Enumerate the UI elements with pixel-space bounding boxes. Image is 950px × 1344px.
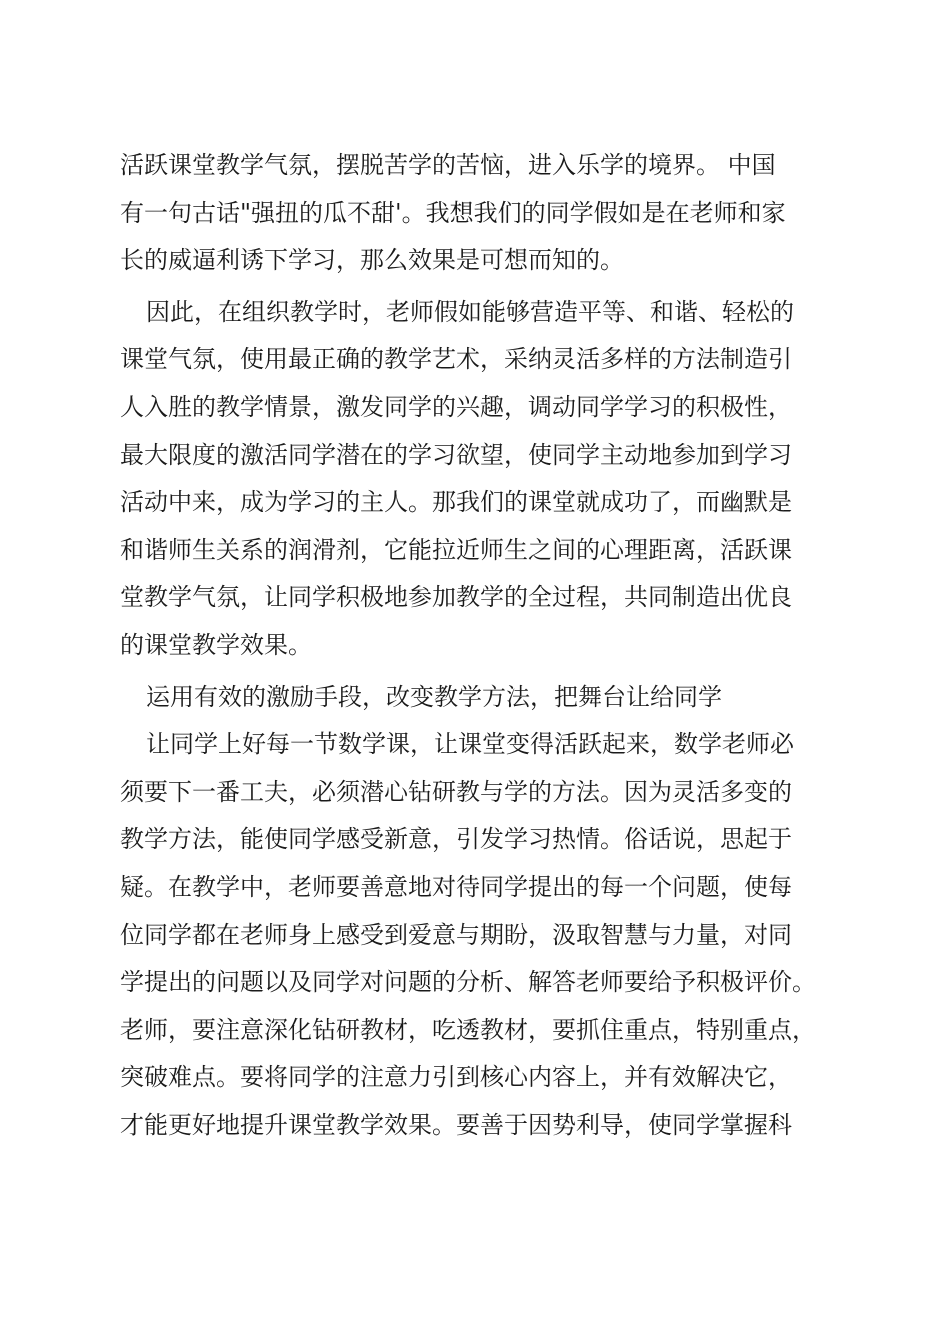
- text-line-15: 教学方法，能使同学感受新意，引发学习热情。俗话说，思起于: [120, 825, 792, 854]
- text-line-10: 堂教学气氛，让同学积极地参加教学的全过程，共同制造出优良: [120, 583, 792, 612]
- text-line-6: 人入胜的教学情景，激发同学的兴趣，调动同学学习的积极性，: [120, 392, 792, 421]
- text-line-20: 突破难点。要将同学的注意力引到核心内容上，并有效解决它，: [120, 1063, 792, 1092]
- text-line-11: 的课堂教学效果。: [120, 630, 312, 659]
- text-line-7: 最大限度的激活同学潜在的学习欲望，使同学主动地参加到学习: [120, 440, 792, 469]
- text-line-13: 让同学上好每一节数学课，让课堂变得活跃起来，数学老师必: [146, 730, 794, 759]
- text-line-9: 和谐师生关系的润滑剂，它能拉近师生之间的心理距离，活跃课: [120, 535, 792, 564]
- text-line-18: 学提出的问题以及同学对问题的分析、解答老师要给予积极评价。: [120, 968, 816, 997]
- text-line-3: 长的威逼利诱下学习，那么效果是可想而知的。: [120, 246, 624, 275]
- document-body: [120, 142, 840, 1149]
- section-heading-line: 运用有效的激励手段，改变教学方法，把舞台让给同学: [146, 682, 722, 711]
- text-line-14: 须要下一番工夫，必须潜心钻研教与学的方法。因为灵活多变的: [120, 777, 792, 806]
- text-line-21: 才能更好地提升课堂教学效果。要善于因势利导，使同学掌握科: [120, 1110, 792, 1139]
- text-line-17: 位同学都在老师身上感受到爱意与期盼，汲取智慧与力量，对同: [120, 920, 792, 949]
- text-line-5: 课堂气氛，使用最正确的教学艺术，采纳灵活多样的方法制造引: [120, 345, 792, 374]
- text-line-4: 因此，在组织教学时，老师假如能够营造平等、和谐、轻松的: [146, 297, 794, 326]
- text-line-8: 活动中来，成为学习的主人。那我们的课堂就成功了，而幽默是: [120, 488, 792, 517]
- text-line-1: 活跃课堂教学气氛，摆脱苦学的苦恼，进入乐学的境界。 中国: [120, 151, 776, 179]
- text-line-2: 有一句古话"强扭的瓜不甜'。我想我们的同学假如是在老师和家: [120, 198, 786, 227]
- text-line-16: 疑。在教学中，老师要善意地对待同学提出的每一个问题，使每: [120, 872, 792, 901]
- text-line-19: 老师，要注意深化钻研教材，吃透教材，要抓住重点，特别重点，: [120, 1015, 816, 1044]
